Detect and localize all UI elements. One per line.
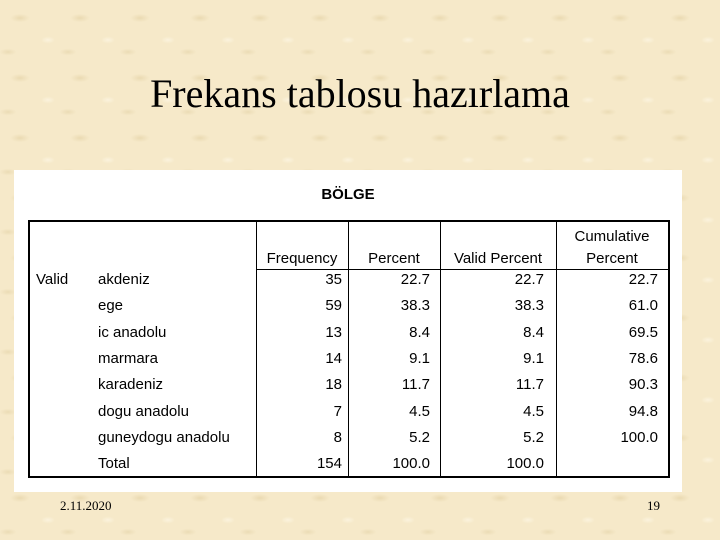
cell-percent: 4.5 xyxy=(409,402,430,420)
cell-percent: 100.0 xyxy=(392,455,430,473)
cell-frequency: 7 xyxy=(333,402,342,420)
row-label: ic anadolu xyxy=(98,323,167,341)
cell-valid-percent: 5.2 xyxy=(523,428,544,446)
cell-valid-percent: 11.7 xyxy=(515,376,544,394)
row-label: ege xyxy=(98,297,124,315)
cell-valid-percent: 4.5 xyxy=(523,402,544,420)
cell-frequency: 13 xyxy=(325,323,342,341)
cell-percent: 11.7 xyxy=(401,376,430,394)
row-label: marmara xyxy=(98,349,159,367)
cell-frequency: 59 xyxy=(325,297,342,315)
cell-valid-percent: 22.7 xyxy=(514,271,544,288)
slide-date: 2.11.2020 xyxy=(60,498,112,513)
cell-percent: 8.4 xyxy=(409,323,430,341)
header-valid-percent: Valid Percent xyxy=(453,250,543,267)
frequency-table xyxy=(28,220,670,478)
cell-valid-percent: 38.3 xyxy=(514,297,544,315)
header-cumulative-percent-line1: Cumulative xyxy=(574,228,650,245)
cell-frequency: 154 xyxy=(316,455,342,473)
cell-percent: 38.3 xyxy=(400,297,430,315)
cell-frequency: 18 xyxy=(325,376,342,394)
row-label: Total xyxy=(98,455,130,473)
group-label-valid: Valid xyxy=(36,271,69,288)
header-frequency: Frequency xyxy=(266,250,338,267)
frequency-table-panel xyxy=(14,170,682,492)
cell-cumulative-percent: 94.8 xyxy=(628,402,658,420)
table-title: BÖLGE xyxy=(321,186,375,203)
cell-valid-percent: 9.1 xyxy=(523,349,544,367)
cell-cumulative-percent: 100.0 xyxy=(620,428,658,446)
cell-valid-percent: 100.0 xyxy=(506,455,544,473)
cell-cumulative-percent: 61.0 xyxy=(628,297,658,315)
header-cumulative-percent-line2: Percent xyxy=(586,250,638,267)
cell-percent: 22.7 xyxy=(400,271,430,288)
cell-frequency: 35 xyxy=(325,271,342,288)
cell-cumulative-percent: 90.3 xyxy=(628,376,658,394)
cell-percent: 5.2 xyxy=(409,428,430,446)
cell-cumulative-percent: 22.7 xyxy=(628,271,658,288)
cell-frequency: 8 xyxy=(333,428,342,446)
row-label: guneydogu anadolu xyxy=(98,428,230,446)
row-label: dogu anadolu xyxy=(98,402,189,420)
cell-percent: 9.1 xyxy=(409,349,430,367)
row-label: akdeniz xyxy=(98,271,150,288)
slide-title: Frekans tablosu hazırlama xyxy=(150,71,570,116)
cell-valid-percent: 8.4 xyxy=(523,323,544,341)
cell-cumulative-percent: 69.5 xyxy=(628,323,658,341)
page-number: 19 xyxy=(647,498,660,513)
header-percent: Percent xyxy=(368,250,420,267)
row-label: karadeniz xyxy=(98,376,164,394)
cell-cumulative-percent: 78.6 xyxy=(628,349,658,367)
cell-frequency: 14 xyxy=(325,349,342,367)
